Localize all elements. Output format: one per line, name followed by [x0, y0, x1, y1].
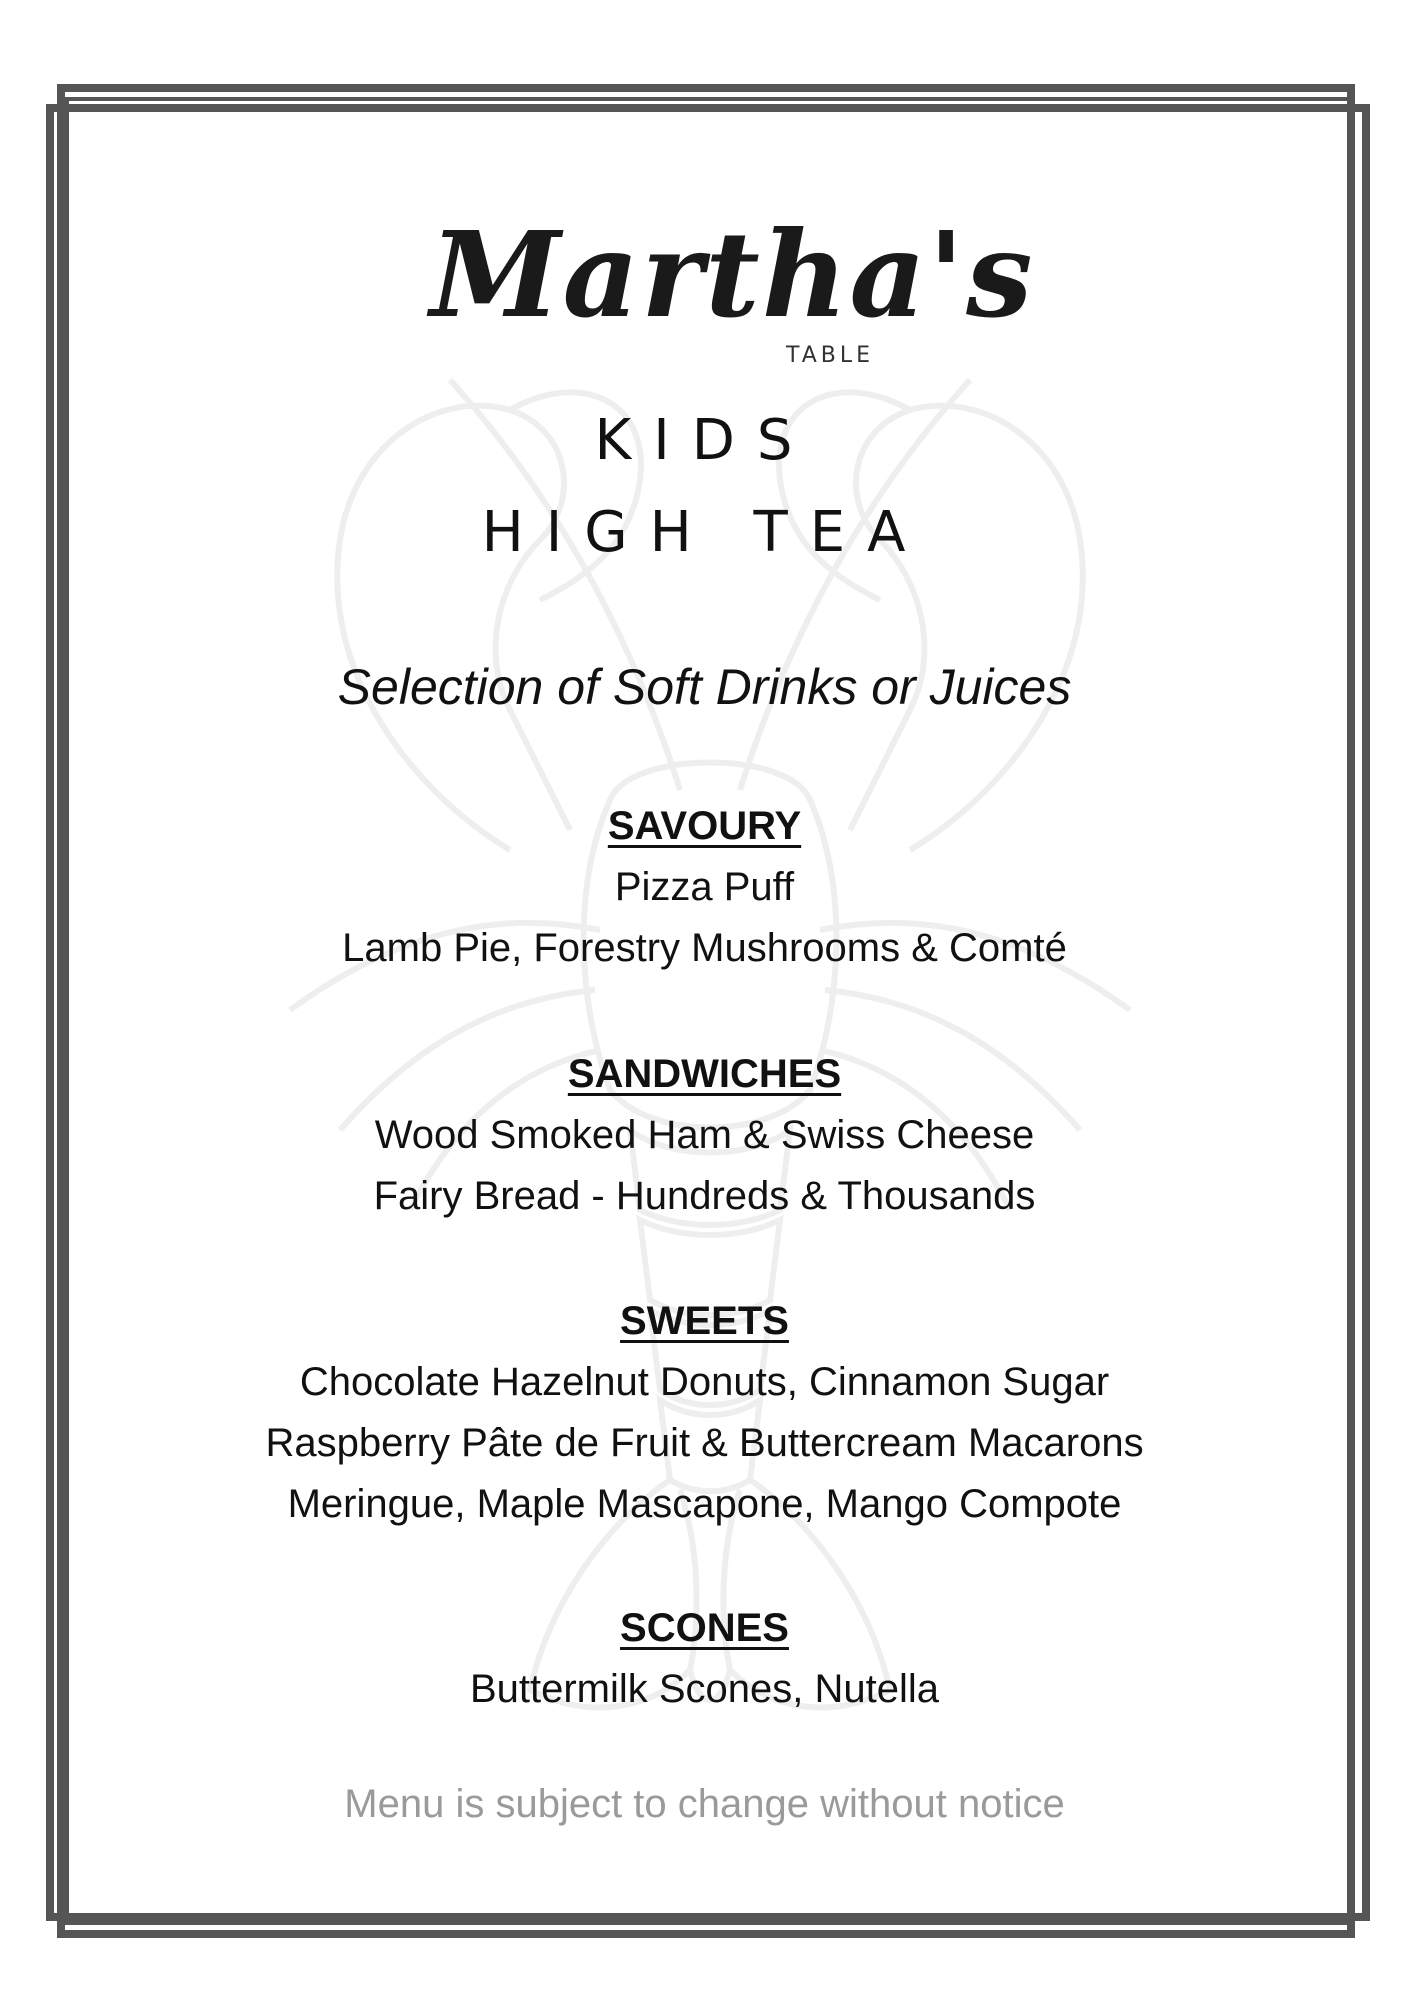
section-savoury	[0, 795, 1409, 979]
menu-change-notice: Menu is subject to change without notice	[344, 1782, 1065, 1826]
menu-item: Wood Smoked Ham & Swiss Cheese	[374, 1113, 1035, 1157]
menu-title-line-2: HIGH TEA	[481, 500, 928, 565]
menu-item: Fairy Bread - Hundreds & Thousands	[373, 1174, 1036, 1218]
menu-item: Buttermilk Scones, Nutella	[469, 1667, 940, 1711]
logo-script-text: Martha's	[430, 205, 1035, 344]
section-sandwiches	[0, 1043, 1409, 1227]
drinks-line: Selection of Soft Drinks or Juices	[337, 659, 1072, 715]
menu-item: Chocolate Hazelnut Donuts, Cinnamon Sugar	[299, 1360, 1110, 1404]
restaurant-logo	[430, 205, 1035, 375]
section-sweets	[0, 1290, 1409, 1535]
section-heading: SCONES	[620, 1606, 789, 1650]
section-scones	[0, 1597, 1409, 1720]
menu-item: Meringue, Maple Mascapone, Mango Compote	[287, 1482, 1122, 1526]
section-heading: SWEETS	[620, 1299, 789, 1343]
section-heading: SAVOURY	[607, 804, 802, 848]
section-heading: SANDWICHES	[567, 1052, 842, 1096]
menu-item: Pizza Puff	[614, 865, 795, 909]
logo-subtitle: TABLE	[785, 343, 875, 368]
menu-item: Raspberry Pâte de Fruit & Buttercream Macarons	[265, 1421, 1144, 1465]
menu-item: Lamb Pie, Forestry Mushrooms & Comté	[342, 926, 1067, 970]
menu-title-line-1: KIDS	[594, 408, 815, 473]
